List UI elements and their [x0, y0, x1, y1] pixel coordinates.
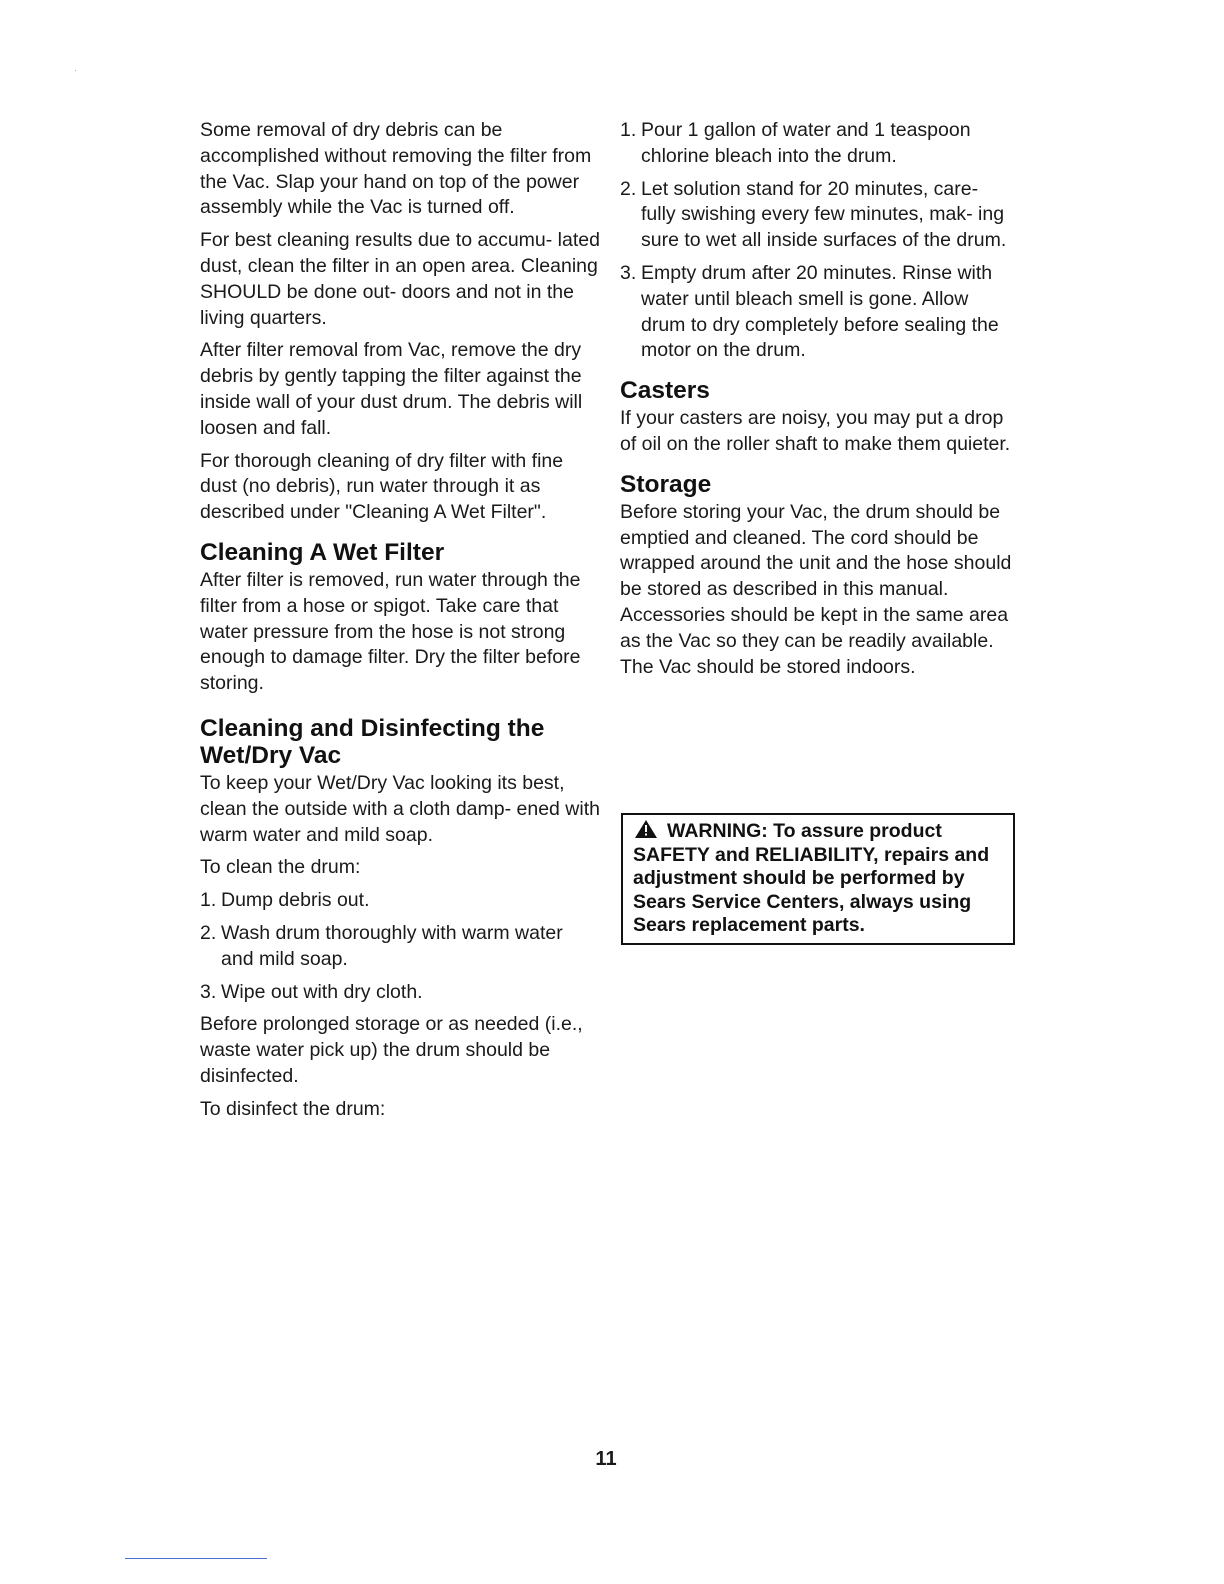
- storage-heading: Storage: [620, 470, 712, 498]
- clean-step-3: [200, 980, 600, 1006]
- step-text: Pour 1 gallon of water and 1 teaspoon chlorine bleach into the drum.: [641, 119, 971, 167]
- intro-paragraph-1: Some removal of dry debris can be accomplished without removing the filter from the Vac. Slap your hand on top of the power assembly while the Vac is turned off.: [200, 119, 592, 219]
- intro-paragraph-4: For thorough cleaning of dry filter with fine dust (no debris), run water through it as described under "Cleaning A Wet Filter".: [200, 449, 564, 524]
- step-number: 3.: [200, 980, 217, 1003]
- warning-triangle-icon: [635, 820, 657, 838]
- step-number: 1.: [200, 889, 217, 912]
- bottom-rule: [125, 1558, 267, 1559]
- warning-box: [621, 813, 1015, 945]
- step-number: 1.: [620, 119, 637, 141]
- step-number: 3.: [620, 261, 637, 284]
- disinfect-step-1: [620, 118, 1015, 170]
- clean-step-1: [200, 888, 600, 914]
- step-text: Empty drum after 20 minutes. Rinse with water until bleach smell is gone. Allow drum to dry completely before sealing the motor on the drum.: [641, 261, 999, 362]
- disinfect-step-2: [620, 177, 1015, 254]
- right-column: [620, 118, 1015, 687]
- step-number: 2.: [200, 921, 217, 944]
- clean-drum-intro: To clean the drum:: [200, 856, 361, 879]
- disinfecting-body: To keep your Wet/Dry Vac looking its best, clean the outside with a cloth damp- ened with warm water and mild soap.: [200, 771, 600, 846]
- step-text: Wipe out with dry cloth.: [221, 980, 423, 1003]
- disinfect-drum-intro: To disinfect the drum:: [200, 1097, 386, 1120]
- disinfecting-heading: Cleaning and Disinfecting the Wet/Dry Vac: [200, 714, 545, 769]
- prolonged-storage-note: Before prolonged storage or as needed (i.e., waste water pick up) the drum should be disinfected.: [200, 1013, 583, 1087]
- storage-body: Before storing your Vac, the drum should be emptied and cleaned. The cord should be wrapped around the unit and the hose should be stored as described in this manual. Accessories should be kept in the same area as the Vac so they can be readily available. The Vac should be stored indoors.: [620, 500, 1012, 678]
- page-number: 11: [595, 1448, 617, 1470]
- step-text: Wash drum thoroughly with warm water and mild soap.: [221, 921, 563, 970]
- wet-filter-heading: Cleaning A Wet Filter: [200, 538, 445, 566]
- step-number: 2.: [620, 177, 637, 200]
- scan-speck: [75, 70, 76, 71]
- wet-filter-body: After filter is removed, run water through the filter from a hose or spigot. Take care that water pressure from the hose is not strong enough to damage filter. Dry the filter before storing.: [200, 568, 581, 695]
- intro-paragraph-3: After filter removal from Vac, remove the dry debris by gently tapping the filter against the inside wall of your dust drum. The debris will loosen and fall.: [200, 339, 583, 439]
- warning-text: WARNING: To assure product SAFETY and RELIABILITY, repairs and adjustment should be performed by Sears Service Centers, always using Sears replacement parts.: [633, 820, 990, 936]
- step-text: Dump debris out.: [221, 889, 370, 912]
- casters-heading: Casters: [620, 377, 710, 405]
- intro-paragraph-2: For best cleaning results due to accumu- lated dust, clean the filter in an open area. Cleaning SHOULD be done out- doors and not in the living quarters.: [200, 229, 600, 329]
- clean-step-2: [200, 921, 600, 973]
- casters-body: If your casters are noisy, you may put a drop of oil on the roller shaft to make them quieter.: [620, 407, 1011, 455]
- disinfect-step-3: [620, 261, 1015, 364]
- left-column: [200, 118, 600, 1130]
- step-text: Let solution stand for 20 minutes, care- fully swishing every few minutes, mak- ing sure to wet all inside surfaces of the drum.: [641, 177, 1007, 252]
